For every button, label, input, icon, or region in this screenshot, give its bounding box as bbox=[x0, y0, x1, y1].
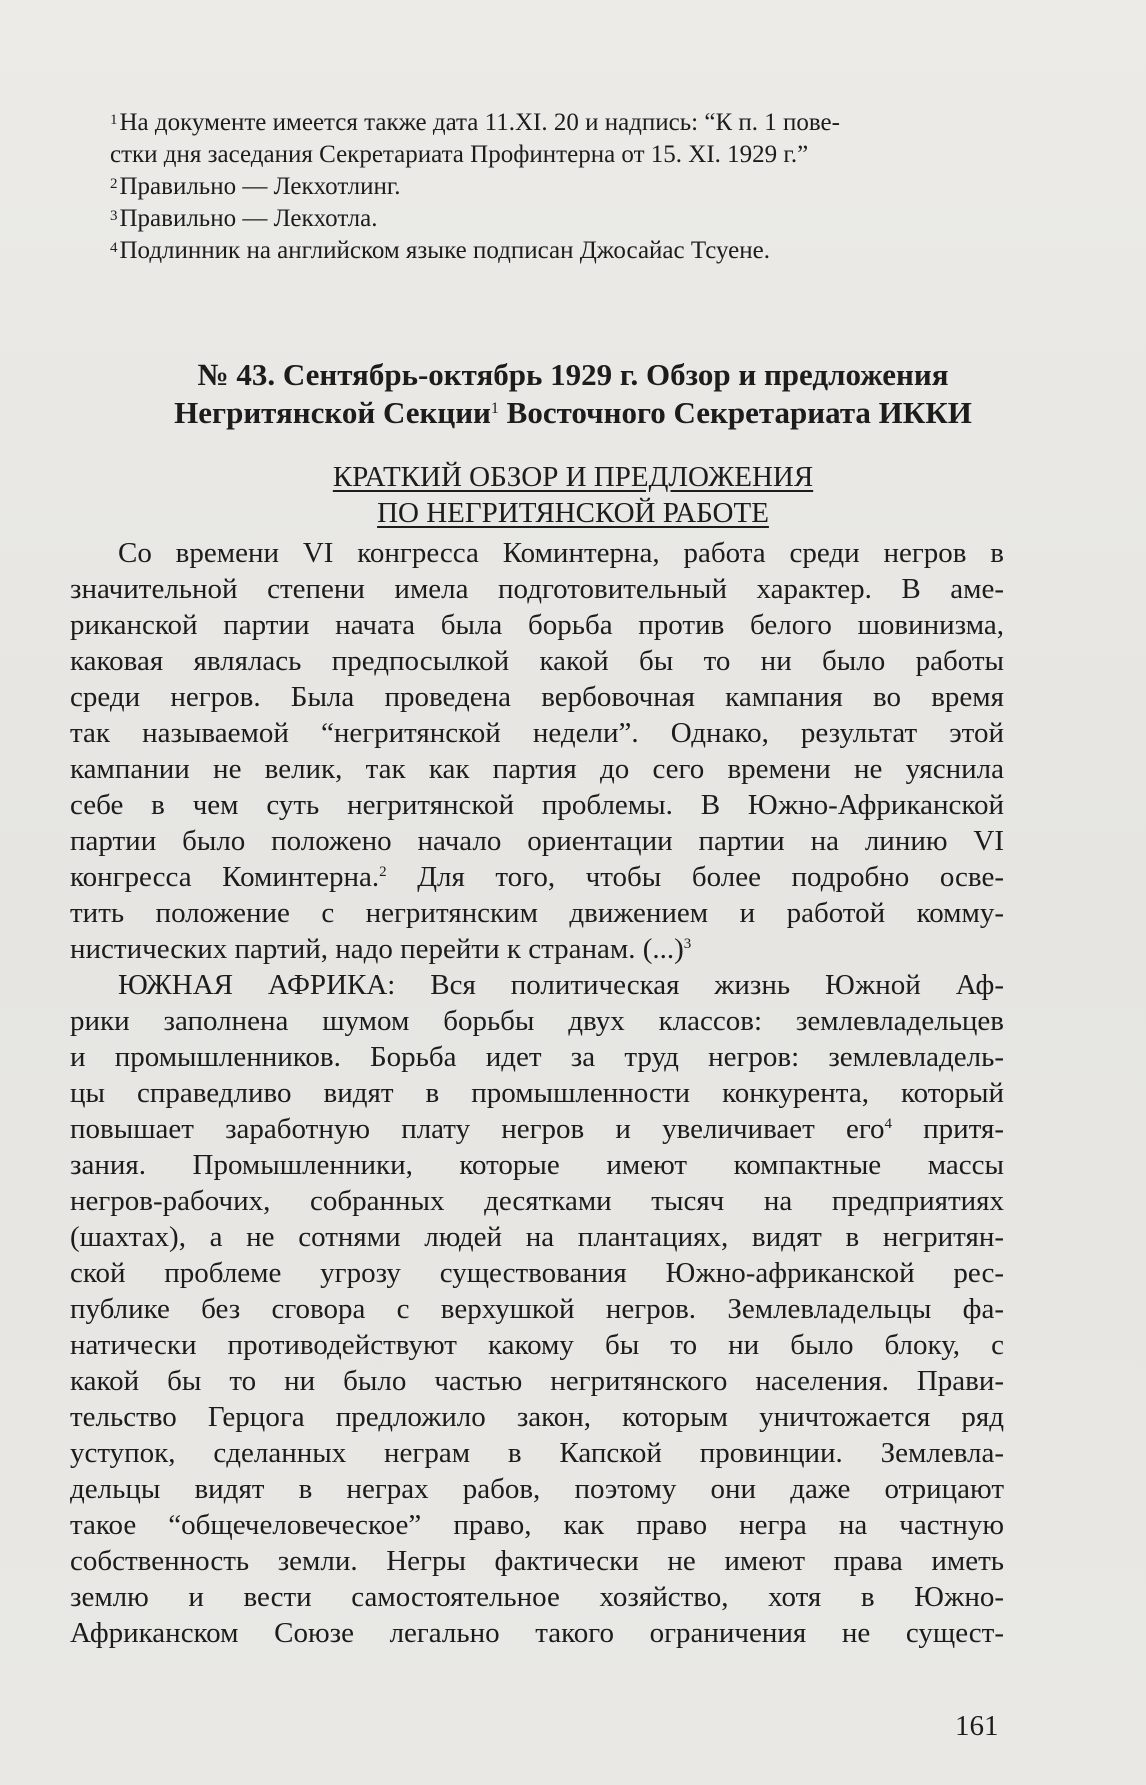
footnote-3 bbox=[110, 204, 1010, 237]
body-text: повышает заработную плату негров и увеличивает его bbox=[70, 1113, 885, 1145]
body-line: так называемой “негритянской недели”. Однако, результат этой bbox=[70, 717, 1004, 749]
body-line: тить положение с негритянским движением и работой комму- bbox=[70, 897, 1004, 929]
section-title-line-2 bbox=[0, 496, 1146, 530]
body-line: Со времени VI конгресса Коминтерна, работа среди негров в bbox=[118, 537, 1004, 569]
body-text: притя- bbox=[892, 1113, 1004, 1145]
body-line: цы справедливо видят в промышленности конкурента, который bbox=[70, 1077, 1004, 1109]
body-line: кампании не велик, так как партия до сего времени не уяснила bbox=[70, 753, 1004, 785]
body-text: конгресса Коминтерна. bbox=[70, 861, 380, 893]
footnote-number: 2 bbox=[110, 176, 118, 192]
body-line: каковая являлась предпосылкой какой бы то ни было работы bbox=[70, 645, 1004, 677]
title-text: Восточного Секретариата ИККИ bbox=[498, 395, 972, 430]
body-line: зания. Промышленники, которые имеют компактные массы bbox=[70, 1149, 1004, 1181]
footnote-marker: 4 bbox=[884, 1116, 892, 1132]
body-line: тельство Герцога предложило закон, которым уничтожается ряд bbox=[70, 1401, 1004, 1433]
body-line: ЮЖНАЯ АФРИКА: Вся политическая жизнь Южной Аф- bbox=[118, 969, 1004, 1001]
body-line: какой бы то ни было частью негритянского населения. Прави- bbox=[70, 1365, 1004, 1397]
body-line bbox=[70, 1111, 1004, 1152]
section-title-text: ПО НЕГРИТЯНСКОЙ РАБОТЕ bbox=[377, 497, 769, 529]
body-line: уступок, сделанных неграм в Капской провинции. Землевла- bbox=[70, 1437, 1004, 1469]
footnote-1-continuation bbox=[110, 140, 1010, 170]
page-number: 161 bbox=[955, 1710, 999, 1742]
document-title-line-1: № 43. Сентябрь-октябрь 1929 г. Обзор и предложения bbox=[197, 357, 949, 392]
body-line: Африканском Союзе легально такого ограничения не сущест- bbox=[70, 1617, 1004, 1649]
body-line: землю и вести самостоятельное хозяйство, хотя в Южно- bbox=[70, 1581, 1004, 1613]
footnote-number: 4 bbox=[110, 240, 118, 256]
footnote-1 bbox=[110, 108, 1010, 141]
body-line: собственность земли. Негры фактически не имеют права иметь bbox=[70, 1545, 1004, 1577]
body-line: публике без сговора с верхушкой негров. Землевладельцы фа- bbox=[70, 1293, 1004, 1325]
body-line: негров-рабочих, собранных десятками тысяч на предприятиях bbox=[70, 1185, 1004, 1217]
body-line: дельцы видят в неграх рабов, поэтому они даже отрицают bbox=[70, 1473, 1004, 1505]
body-line bbox=[70, 931, 1004, 972]
document-title-line-2 bbox=[60, 394, 1086, 438]
footnote-number: 1 bbox=[110, 112, 118, 128]
footnote-2 bbox=[110, 172, 1010, 205]
title-footnote-marker: 1 bbox=[490, 400, 499, 417]
body-line: значительной степени имела подготовительный характер. В аме- bbox=[70, 573, 1004, 605]
footnote-4 bbox=[110, 236, 1010, 269]
body-line: и промышленников. Борьба идет за труд негров: землевладель- bbox=[70, 1041, 1004, 1073]
body-text: нистических партий, надо перейти к странам. (...) bbox=[70, 933, 684, 965]
footnote-marker: 3 bbox=[683, 936, 692, 952]
footnote-marker: 2 bbox=[379, 864, 387, 880]
body-line: риканской партии начата была борьба против белого шовинизма, bbox=[70, 609, 1004, 641]
body-text: Для того, чтобы более подробно осве- bbox=[386, 861, 1004, 893]
body-line: (шахтах), а не сотнями людей на плантациях, видят в негритян- bbox=[70, 1221, 1004, 1253]
body-line bbox=[70, 859, 1004, 900]
footnote-text: На документе имеется также дата 11.XI. 20 и надпись: “К п. 1 пове- bbox=[119, 109, 840, 136]
title-text: Негритянской Секции bbox=[174, 395, 491, 430]
body-line: ской проблеме угрозу существования Южно-африканской рес- bbox=[70, 1257, 1004, 1289]
body-line: рики заполнена шумом борьбы двух классов: землевладельцев bbox=[70, 1005, 1004, 1037]
body-line: партии было положено начало ориентации партии на линию VI bbox=[70, 825, 1004, 857]
section-title-line-1 bbox=[0, 460, 1146, 494]
footnote-text: Правильно — Лекхотлинг. bbox=[119, 173, 401, 200]
body-line: среди негров. Была проведена вербовочная кампания во время bbox=[70, 681, 1004, 713]
footnote-text: стки дня заседания Секретариата Профинтерна от 15. XI. 1929 г.” bbox=[110, 141, 809, 168]
body-line: натически противодействуют какому бы то ни было блоку, с bbox=[70, 1329, 1004, 1361]
footnote-number: 3 bbox=[110, 208, 118, 224]
body-line: себе в чем суть негритянской проблемы. В Южно-Африканской bbox=[70, 789, 1004, 821]
footnote-text: Правильно — Лекхотла. bbox=[119, 205, 378, 232]
body-line: такое “общечеловеческое” право, как право негра на частную bbox=[70, 1509, 1004, 1541]
footnote-text: Подлинник на английском языке подписан Джосайас Тсуене. bbox=[119, 237, 770, 264]
section-title-text: КРАТКИЙ ОБЗОР И ПРЕДЛОЖЕНИЯ bbox=[332, 461, 814, 493]
